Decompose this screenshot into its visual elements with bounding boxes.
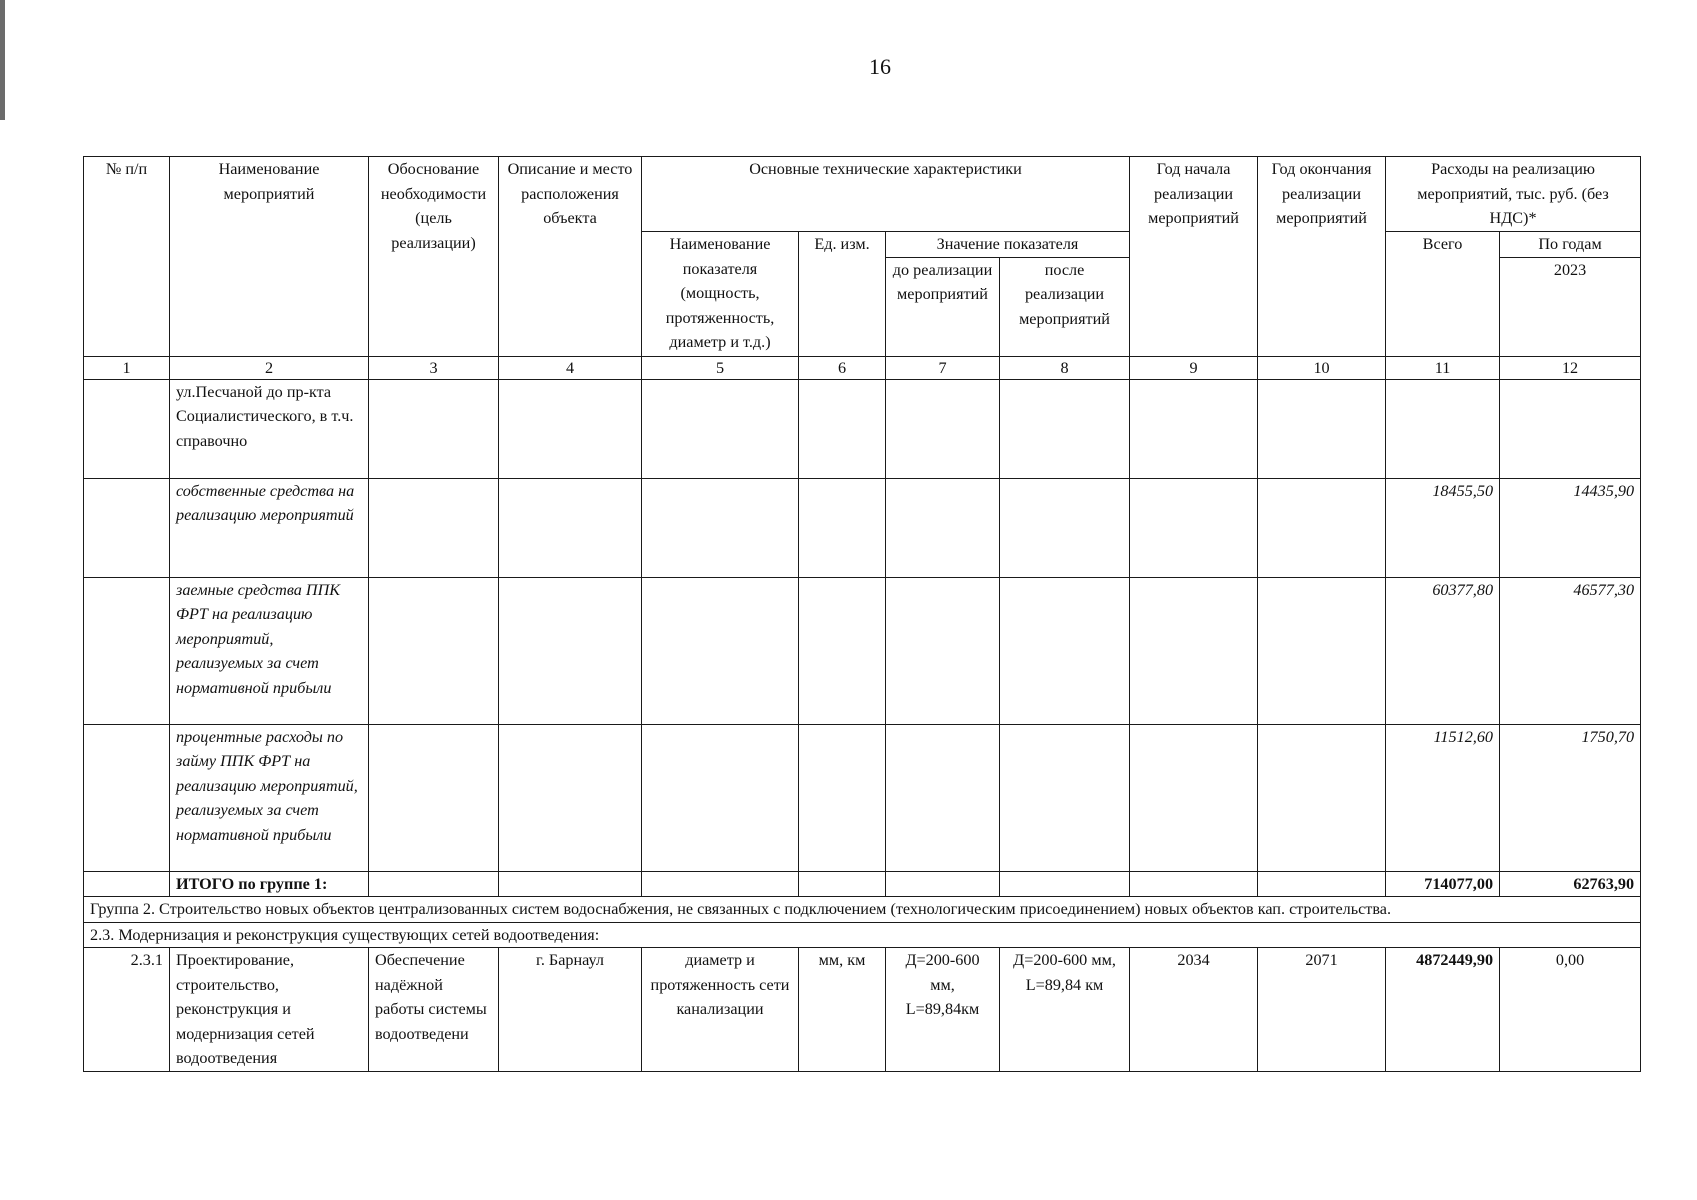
col-number: 12 — [1500, 356, 1641, 379]
row-total: 60377,80 — [1386, 577, 1500, 724]
header-unit: Ед. изм. — [799, 232, 886, 357]
header-indicator: Наименование показателя (мощность, протяженность, диаметр и т.д.) — [642, 232, 799, 357]
item-name: Проектирование, строительство, реконструкция и модернизация сетей водоотведения — [170, 948, 369, 1072]
header-name: Наименование мероприятий — [170, 157, 369, 357]
item-unit: мм, км — [799, 948, 886, 1072]
group-total-row — [84, 871, 1641, 897]
col-number: 2 — [170, 356, 369, 379]
header-start-year: Год начала реализации мероприятий — [1130, 157, 1258, 357]
header-row-1 — [84, 157, 1641, 232]
row-name: процентные расходы по займу ППК ФРТ на реализацию мероприятий, реализуемых за счет нормативной прибыли — [170, 724, 369, 871]
item-place: г. Барнаул — [499, 948, 642, 1072]
col-number: 3 — [369, 356, 499, 379]
item-reason: Обеспечение надёжной работы системы водоотведени — [369, 948, 499, 1072]
section-title: 2.3. Модернизация и реконструкция существующих сетей водоотведения: — [84, 922, 1641, 948]
header-before: до реализации мероприятий — [886, 257, 1000, 356]
column-numbers-row — [84, 356, 1641, 379]
header-tech-characteristics: Основные технические характеристики — [642, 157, 1130, 232]
col-number: 11 — [1386, 356, 1500, 379]
group-2-title: Группа 2. Строительство новых объектов централизованных систем водоснабжения, не связанных с подключением (технологическим присоединением) новых объектов кап. строительства. — [84, 897, 1641, 923]
col-number: 7 — [886, 356, 1000, 379]
table-row — [84, 478, 1641, 577]
header-costs: Расходы на реализацию мероприятий, тыс. руб. (без НДС)* — [1386, 157, 1641, 232]
item-total: 4872449,90 — [1386, 948, 1500, 1072]
header-num: № п/п — [84, 157, 170, 357]
group-total-2023: 62763,90 — [1500, 871, 1641, 897]
item-2023: 0,00 — [1500, 948, 1641, 1072]
header-end-year: Год окончания реализации мероприятий — [1258, 157, 1386, 357]
item-indicator: диаметр и протяженность сети канализации — [642, 948, 799, 1072]
row-total: 11512,60 — [1386, 724, 1500, 871]
col-number: 4 — [499, 356, 642, 379]
header-total: Всего — [1386, 232, 1500, 357]
header-indicator-value: Значение показателя — [886, 232, 1130, 258]
row-name: ул.Песчаной до пр-кта Социалистического, в т.ч. справочно — [170, 379, 369, 478]
group-2-row — [84, 897, 1641, 923]
row-2023: 46577,30 — [1500, 577, 1641, 724]
item-end-year: 2071 — [1258, 948, 1386, 1072]
row-name: заемные средства ППК ФРТ на реализацию мероприятий, реализуемых за счет нормативной прибыли — [170, 577, 369, 724]
row-total: 18455,50 — [1386, 478, 1500, 577]
col-number: 1 — [84, 356, 170, 379]
table-row — [84, 379, 1641, 478]
table-row — [84, 948, 1641, 1072]
row-2023: 14435,90 — [1500, 478, 1641, 577]
item-after: Д=200-600 мм, L=89,84 км — [1000, 948, 1130, 1072]
item-before: Д=200-600 мм, L=89,84км — [886, 948, 1000, 1072]
group-total-label: ИТОГО по группе 1: — [170, 871, 369, 897]
item-start-year: 2034 — [1130, 948, 1258, 1072]
table-row — [84, 724, 1641, 871]
page-number: 16 — [869, 54, 891, 79]
col-number: 10 — [1258, 356, 1386, 379]
measures-table — [83, 156, 1641, 1072]
header-description: Описание и место расположения объекта — [499, 157, 642, 357]
col-number: 6 — [799, 356, 886, 379]
group-total-sum: 714077,00 — [1386, 871, 1500, 897]
header-after: после реализации мероприятий — [1000, 257, 1130, 356]
header-year-2023: 2023 — [1500, 257, 1641, 356]
row-2023: 1750,70 — [1500, 724, 1641, 871]
col-number: 9 — [1130, 356, 1258, 379]
header-by-years: По годам — [1500, 232, 1641, 258]
item-number: 2.3.1 — [84, 948, 170, 1072]
col-number: 5 — [642, 356, 799, 379]
table-row — [84, 577, 1641, 724]
col-number: 8 — [1000, 356, 1130, 379]
section-row — [84, 922, 1641, 948]
row-name: собственные средства на реализацию мероприятий — [170, 478, 369, 577]
header-reason: Обоснование необходимости (цель реализации) — [369, 157, 499, 357]
